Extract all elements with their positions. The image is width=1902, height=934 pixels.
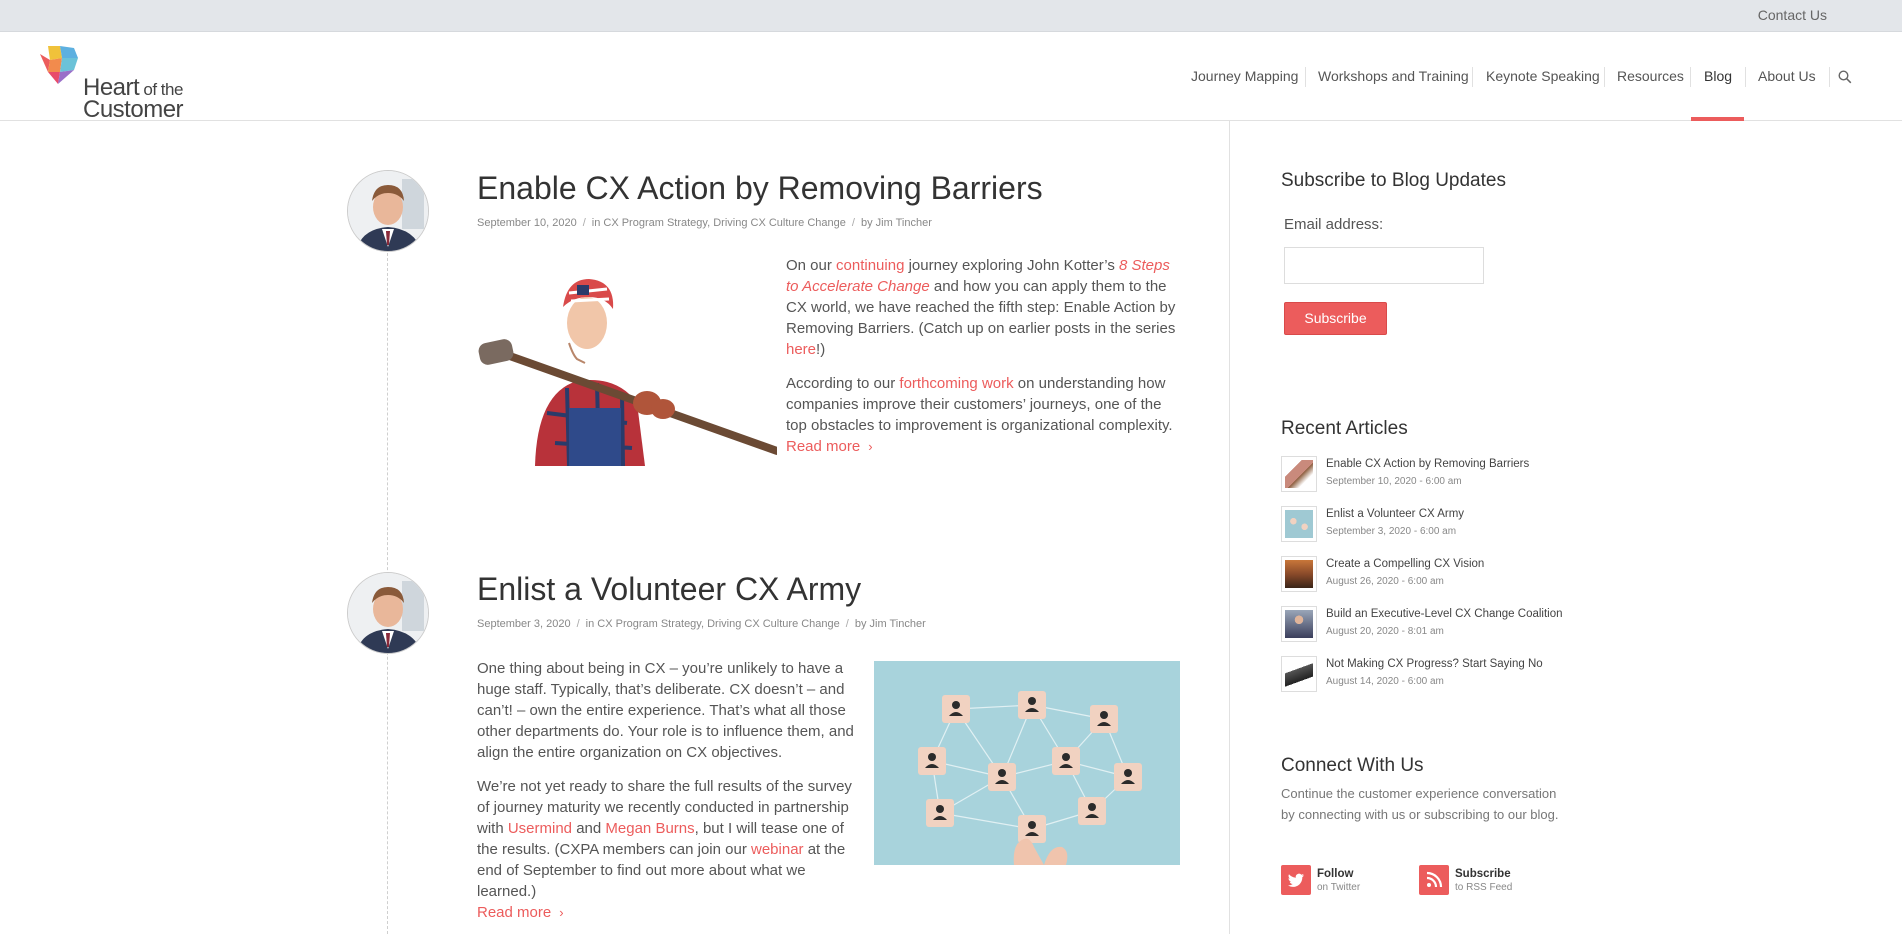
post-paragraph: One thing about being in CX – you’re unlikely to have a huge staff. Typically, that’s deliberate. CX doesn’t – and can’t! – own the entire experience. That’s what all those other departments do. Your role is to influence them, and align the entire organization on CX objectives. xyxy=(477,660,854,761)
recent-article-thumbnail[interactable] xyxy=(1281,556,1317,592)
recent-article-title[interactable]: Enable CX Action by Removing Barriers xyxy=(1326,458,1530,470)
recent-article-thumbnail[interactable] xyxy=(1281,656,1317,692)
recent-article-date: August 26, 2020 - 6:00 am xyxy=(1326,576,1444,587)
network-blocks-image xyxy=(874,661,1180,865)
nav-active-indicator xyxy=(1691,117,1744,121)
twitter-icon xyxy=(1281,865,1311,895)
nav-divider xyxy=(1472,67,1473,87)
recent-article-date: September 10, 2020 - 6:00 am xyxy=(1326,476,1462,487)
brand-name-line1: Heart of the xyxy=(83,74,183,101)
recent-article-item[interactable] xyxy=(1281,556,1581,596)
webinar-link[interactable]: webinar xyxy=(751,841,804,858)
post-paragraph: We’re not yet ready to share the full results of the survey of journey maturity we recently conducted in partnership with Usermind and Megan Burns, but I will tease one of the results. (CXPA members can join our webinar at the end of September to find out more about what we learned.) Read more › xyxy=(477,778,852,921)
usermind-link[interactable]: Usermind xyxy=(507,820,573,837)
top-bar xyxy=(0,0,1902,32)
post-in-label: in xyxy=(585,618,595,630)
recent-article-title[interactable]: Build an Executive-Level CX Change Coalition xyxy=(1326,608,1563,620)
eight-steps-link[interactable]: 8 Steps to Accelerate Change xyxy=(786,257,1170,295)
post-title[interactable]: Enable CX Action by Removing Barriers xyxy=(477,170,1043,206)
nav-divider xyxy=(1604,67,1605,87)
recent-article-thumbnail[interactable] xyxy=(1281,456,1317,492)
nav-blog[interactable]: Blog xyxy=(1704,68,1733,84)
nav-divider xyxy=(1690,67,1691,87)
forthcoming-work-link[interactable]: forthcoming work xyxy=(899,375,1014,392)
post-meta: September 3, 2020 / in CX Program Strategy, Driving CX Culture Change / by Jim Tincher xyxy=(477,618,926,630)
post-featured-image[interactable] xyxy=(874,661,1180,865)
recent-article-date: September 3, 2020 - 6:00 am xyxy=(1326,526,1457,537)
thumbnail-image xyxy=(1285,610,1313,638)
email-field[interactable] xyxy=(1284,247,1484,284)
contact-us-link[interactable]: Contact Us xyxy=(1757,7,1827,23)
thumbnail-image xyxy=(1285,660,1313,688)
post-date: September 10, 2020 xyxy=(477,217,577,229)
nav-resources[interactable]: Resources xyxy=(1617,68,1684,84)
post-by-label: by xyxy=(854,618,867,630)
brand-name-line2: Customer xyxy=(83,96,184,123)
read-more-link[interactable]: Read more › xyxy=(786,438,873,455)
recent-article-item[interactable] xyxy=(1281,606,1581,646)
thumbnail-image xyxy=(1285,510,1313,538)
nav-about-us[interactable]: About Us xyxy=(1758,68,1816,84)
author-photo xyxy=(348,171,429,252)
search-icon xyxy=(1838,70,1852,84)
connect-widget-title: Connect With Us xyxy=(1281,755,1424,776)
post-excerpt xyxy=(786,255,1181,470)
author-avatar[interactable] xyxy=(347,572,429,654)
post-in-label: in xyxy=(591,217,601,229)
continuing-link[interactable]: continuing xyxy=(836,257,905,274)
woman-with-sledgehammer-image xyxy=(477,263,777,466)
recent-article-date: August 20, 2020 - 8:01 am xyxy=(1326,626,1444,637)
chevron-right-icon: › xyxy=(559,905,564,920)
post-author[interactable]: Jim Tincher xyxy=(875,217,932,229)
site-header xyxy=(0,32,1902,121)
subscribe-widget-title: Subscribe to Blog Updates xyxy=(1281,170,1506,191)
chevron-right-icon: › xyxy=(868,439,873,454)
here-link[interactable]: here xyxy=(786,341,817,358)
post-paragraph: According to our forthcoming work on understanding how companies improve their customers’ journeys, one of the top obstacles to improvement is organizational complexity. Read more › xyxy=(786,375,1173,455)
subscribe-button[interactable]: Subscribe xyxy=(1284,302,1387,335)
subscribe-sublabel: to RSS Feed xyxy=(1455,882,1513,893)
recent-article-item[interactable] xyxy=(1281,456,1581,496)
thumbnail-image xyxy=(1285,460,1313,488)
nav-workshops-training[interactable]: Workshops and Training xyxy=(1318,68,1469,84)
nav-divider xyxy=(1829,67,1830,87)
author-photo xyxy=(348,573,429,654)
recent-article-item[interactable] xyxy=(1281,656,1581,696)
email-label: Email address: xyxy=(1284,216,1384,233)
rss-subscribe-button[interactable] xyxy=(1419,865,1569,897)
author-avatar[interactable] xyxy=(347,170,429,252)
post-title[interactable]: Enlist a Volunteer CX Army xyxy=(477,571,862,607)
nav-journey-mapping[interactable]: Journey Mapping xyxy=(1191,68,1299,84)
recent-article-thumbnail[interactable] xyxy=(1281,506,1317,542)
read-more-link[interactable]: Read more › xyxy=(477,904,564,921)
nav-keynote-speaking[interactable]: Keynote Speaking xyxy=(1486,68,1600,84)
recent-article-thumbnail[interactable] xyxy=(1281,606,1317,642)
recent-articles-title: Recent Articles xyxy=(1281,418,1408,439)
nav-divider xyxy=(1305,67,1306,87)
post-excerpt xyxy=(477,658,867,934)
post-date: September 3, 2020 xyxy=(477,618,571,630)
recent-article-date: August 14, 2020 - 6:00 am xyxy=(1326,676,1444,687)
connect-description: Continue the customer experience conversation by connecting with us or subscribing to our blog. xyxy=(1281,786,1559,822)
content-sidebar-divider xyxy=(1229,121,1230,934)
subscribe-label: Subscribe xyxy=(1455,868,1511,880)
post-by-label: by xyxy=(860,217,873,229)
main-nav xyxy=(0,32,1902,121)
nav-divider xyxy=(1745,67,1746,87)
post-meta: September 10, 2020 / in CX Program Strategy, Driving CX Culture Change / by Jim Tincher xyxy=(477,217,932,229)
thumbnail-image xyxy=(1285,560,1313,588)
post-paragraph: On our continuing journey exploring John Kotter’s 8 Steps to Accelerate Change and how you can apply them to the CX world, we have reached the fifth step: Enable Action by Removing Barriers. (Catch up on earlier posts in the series here!) xyxy=(786,257,1176,358)
megan-burns-link[interactable]: Megan Burns xyxy=(605,820,695,837)
recent-article-title[interactable]: Create a Compelling CX Vision xyxy=(1326,558,1485,570)
rss-icon xyxy=(1419,865,1449,895)
follow-label: Follow xyxy=(1317,868,1354,880)
recent-article-title[interactable]: Enlist a Volunteer CX Army xyxy=(1326,508,1465,520)
post-author[interactable]: Jim Tincher xyxy=(869,618,926,630)
twitter-follow-button[interactable] xyxy=(1281,865,1431,897)
follow-sublabel: on Twitter xyxy=(1317,882,1361,893)
post-categories[interactable]: CX Program Strategy, Driving CX Culture Change xyxy=(597,618,840,630)
search-button[interactable] xyxy=(1838,32,1858,121)
recent-article-item[interactable] xyxy=(1281,506,1581,546)
post-categories[interactable]: CX Program Strategy, Driving CX Culture Change xyxy=(603,217,846,229)
post-featured-image[interactable] xyxy=(477,263,777,466)
recent-article-title[interactable]: Not Making CX Progress? Start Saying No xyxy=(1326,658,1543,670)
